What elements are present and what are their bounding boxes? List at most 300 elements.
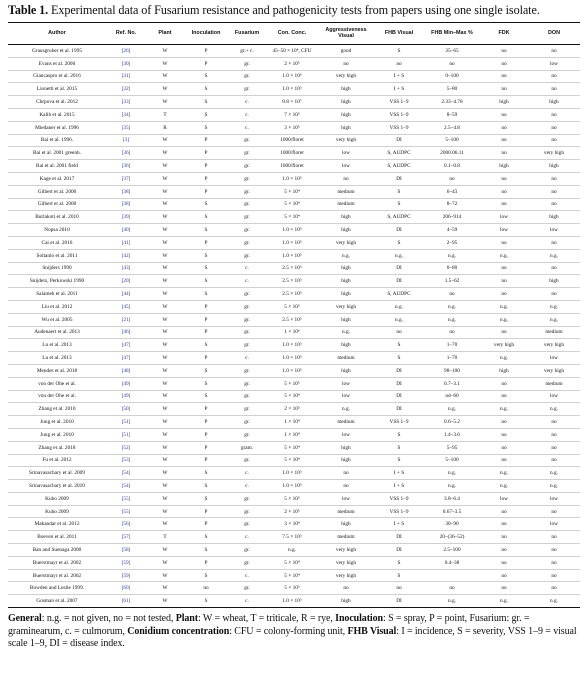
- cell-inoculation: P: [184, 160, 228, 173]
- cell-fdk: no: [480, 326, 528, 339]
- table-row: [8, 288, 580, 301]
- cell-con-conc: 1.0 × 10⁵: [266, 83, 318, 96]
- cell-fdk: n.g.: [480, 480, 528, 493]
- table-row: [8, 454, 580, 467]
- cell-inoculation: P: [184, 505, 228, 518]
- cell-author: Gilbert et al. 2000: [8, 185, 106, 198]
- cell-inoculation: P: [184, 518, 228, 531]
- cell-fhb-minmax: 5–100: [424, 134, 480, 147]
- cell-don: low: [528, 492, 580, 505]
- cell-author: Lionetti et al. 2015: [8, 83, 106, 96]
- cell-fhb-visual: S, AUDPC: [374, 211, 424, 224]
- cell-fhb-minmax: n.g.: [424, 300, 480, 313]
- cell-inoculation: S: [184, 544, 228, 557]
- cell-aggressiveness: very high: [318, 544, 374, 557]
- cell-fdk: no: [480, 377, 528, 390]
- cell-ref: [32]: [106, 83, 146, 96]
- cell-aggressiveness: no: [318, 582, 374, 595]
- table-footnote: [8, 613, 580, 651]
- cell-fusarium: gr.: [228, 211, 266, 224]
- cell-plant: W: [146, 160, 184, 173]
- cell-author: Audenaert et al. 2013: [8, 326, 106, 339]
- cell-don: no: [528, 505, 580, 518]
- cell-inoculation: S: [184, 595, 228, 608]
- cell-ref: [38]: [106, 185, 146, 198]
- cell-ref: [53]: [106, 454, 146, 467]
- cell-ref: [43]: [106, 262, 146, 275]
- cell-ref: [3]: [106, 134, 146, 147]
- cell-don: n.g.: [528, 467, 580, 480]
- cell-fhb-visual: S: [374, 198, 424, 211]
- cell-ref: [49]: [106, 390, 146, 403]
- cell-fdk: n.g.: [480, 595, 528, 608]
- cell-don: no: [528, 544, 580, 557]
- cell-author: Makandar et al. 2012: [8, 518, 106, 531]
- cell-don: no: [528, 416, 580, 429]
- table-row: [8, 339, 580, 352]
- cell-plant: W: [146, 313, 184, 326]
- cell-fdk: no: [480, 582, 528, 595]
- cell-ref: [36]: [106, 147, 146, 160]
- table-row: [8, 326, 580, 339]
- cell-fhb-visual: DI: [374, 134, 424, 147]
- table-row: [8, 249, 580, 262]
- cell-fusarium: gr.: [228, 326, 266, 339]
- cell-inoculation: P: [184, 236, 228, 249]
- cell-ref: [52]: [106, 441, 146, 454]
- cell-author: Wu et al. 2005: [8, 313, 106, 326]
- table-caption: [8, 3, 580, 17]
- cell-ref: [60]: [106, 582, 146, 595]
- table-row: [8, 403, 580, 416]
- cell-con-conc: 1.0 × 10⁵: [266, 352, 318, 365]
- cell-plant: W: [146, 236, 184, 249]
- table-row: [8, 262, 580, 275]
- cell-fusarium: gr.: [228, 556, 266, 569]
- cell-con-conc: 5 × 10⁴: [266, 198, 318, 211]
- cell-fhb-minmax: 0–100: [424, 70, 480, 83]
- cell-don: no: [528, 236, 580, 249]
- cell-con-conc: 7 × 10⁵: [266, 108, 318, 121]
- cell-fhb-visual: n.g.: [374, 313, 424, 326]
- cell-fhb-visual: S: [374, 45, 424, 58]
- cell-fhb-visual: VSS 1–9: [374, 505, 424, 518]
- cell-fhb-minmax: n.g.: [424, 313, 480, 326]
- col-header-con-conc: Con. Conc.: [266, 23, 318, 45]
- cell-fhb-visual: S: [374, 352, 424, 365]
- cell-inoculation: S: [184, 262, 228, 275]
- cell-con-conc: 2.5 × 10⁵: [266, 262, 318, 275]
- cell-fdk: no: [480, 288, 528, 301]
- cell-con-conc: 5 × 10⁵: [266, 300, 318, 313]
- cell-don: n.g.: [528, 249, 580, 262]
- cell-fusarium: gr.: [228, 518, 266, 531]
- cell-con-conc: 1.0 × 10⁵: [266, 236, 318, 249]
- cell-aggressiveness: high: [318, 288, 374, 301]
- cell-fhb-visual: VSS 1–9: [374, 108, 424, 121]
- cell-fdk: no: [480, 275, 528, 288]
- cell-author: Bowden and Leslie 1999.: [8, 582, 106, 595]
- cell-don: medium: [528, 377, 580, 390]
- cell-plant: W: [146, 518, 184, 531]
- table-row: [8, 582, 580, 595]
- cell-fhb-minmax: 2.5–100: [424, 544, 480, 557]
- cell-inoculation: P: [184, 403, 228, 416]
- cell-fusarium: gram.: [228, 441, 266, 454]
- cell-fusarium: c.: [228, 352, 266, 365]
- cell-con-conc: 2 × 10⁵: [266, 403, 318, 416]
- table-row: [8, 377, 580, 390]
- table-row: [8, 544, 580, 557]
- cell-don: n.g.: [528, 480, 580, 493]
- cell-fhb-minmax: n.g.: [424, 249, 480, 262]
- table-row: [8, 416, 580, 429]
- cell-fhb-minmax: n.g.: [424, 467, 480, 480]
- cell-fusarium: gr.: [228, 313, 266, 326]
- cell-fdk: low: [480, 211, 528, 224]
- cell-aggressiveness: high: [318, 83, 374, 96]
- cell-don: very high: [528, 147, 580, 160]
- cell-fhb-visual: no: [374, 326, 424, 339]
- cell-don: no: [528, 454, 580, 467]
- cell-aggressiveness: low: [318, 492, 374, 505]
- cell-ref: [36]: [106, 160, 146, 173]
- cell-don: low: [528, 352, 580, 365]
- cell-author: Zhang et al. 2018: [8, 441, 106, 454]
- cell-author: Snijders 1990: [8, 262, 106, 275]
- cell-author: Bai et al. 2001 greenh.: [8, 147, 106, 160]
- cell-con-conc: 2.5 × 10⁵: [266, 275, 318, 288]
- cell-fusarium: c.: [228, 96, 266, 109]
- cell-con-conc: 3 × 10⁴: [266, 518, 318, 531]
- note-inoculation-text: : S = spray, P = point, Fusarium: gr. = graminearum, c. = culmorum,: [8, 613, 530, 637]
- cell-con-conc: 1.0 × 10⁵: [266, 172, 318, 185]
- cell-ref: [39]: [106, 211, 146, 224]
- cell-ref: [44]: [106, 288, 146, 301]
- cell-ref: [50]: [106, 403, 146, 416]
- cell-fdk: n.g.: [480, 300, 528, 313]
- cell-aggressiveness: high: [318, 211, 374, 224]
- table-row: [8, 121, 580, 134]
- cell-author: Giancaspro et al. 2016: [8, 70, 106, 83]
- cell-fusarium: gr.: [228, 339, 266, 352]
- cell-con-conc: 0.8 × 10⁷: [266, 96, 318, 109]
- cell-fusarium: gr.: [228, 172, 266, 185]
- cell-fdk: n.g.: [480, 249, 528, 262]
- cell-author: Kubo 2009: [8, 505, 106, 518]
- cell-aggressiveness: high: [318, 364, 374, 377]
- cell-con-conc: 1.0 × 10⁵: [266, 595, 318, 608]
- cell-ref: [57]: [106, 531, 146, 544]
- cell-inoculation: P: [184, 300, 228, 313]
- cell-fdk: no: [480, 198, 528, 211]
- cell-fhb-minmax: 206–914: [424, 211, 480, 224]
- table-body: [8, 45, 580, 608]
- cell-fhb-visual: no: [374, 57, 424, 70]
- cell-fdk: high: [480, 96, 528, 109]
- table-row: [8, 236, 580, 249]
- cell-plant: T: [146, 531, 184, 544]
- cell-fhb-minmax: 2000.06.11: [424, 147, 480, 160]
- cell-don: low: [528, 224, 580, 237]
- table-row: [8, 70, 580, 83]
- cell-ref: [33]: [106, 96, 146, 109]
- cell-plant: W: [146, 57, 184, 70]
- cell-fdk: n.g.: [480, 403, 528, 416]
- cell-fhb-minmax: 3.8–6.4: [424, 492, 480, 505]
- cell-aggressiveness: low: [318, 390, 374, 403]
- cell-con-conc: 1.0 × 10⁵: [266, 364, 318, 377]
- cell-fdk: no: [480, 569, 528, 582]
- cell-author: Kage et al. 2017: [8, 172, 106, 185]
- cell-inoculation: P: [184, 352, 228, 365]
- cell-inoculation: P: [184, 416, 228, 429]
- cell-author: von der Ohe et al.: [8, 390, 106, 403]
- cell-ref: [54]: [106, 480, 146, 493]
- cell-inoculation: S: [184, 467, 228, 480]
- cell-don: no: [528, 441, 580, 454]
- cell-plant: W: [146, 390, 184, 403]
- cell-fdk: no: [480, 172, 528, 185]
- table-row: [8, 224, 580, 237]
- cell-con-conc: 5 × 10⁴: [266, 556, 318, 569]
- cell-inoculation: S: [184, 96, 228, 109]
- cell-plant: R: [146, 121, 184, 134]
- cell-fhb-minmax: no: [424, 326, 480, 339]
- cell-plant: W: [146, 70, 184, 83]
- cell-fdk: high: [480, 160, 528, 173]
- cell-inoculation: P: [184, 185, 228, 198]
- cell-author: Kubo 2009: [8, 492, 106, 505]
- cell-fhb-minmax: 5–80: [424, 83, 480, 96]
- cell-inoculation: S: [184, 364, 228, 377]
- col-header-ref: Ref. No.: [106, 23, 146, 45]
- cell-author: Ban and Suenaga 2000: [8, 544, 106, 557]
- cell-fhb-minmax: 1–70: [424, 352, 480, 365]
- cell-fhb-visual: VSS 1–9: [374, 492, 424, 505]
- cell-author: Salameh et al. 2011: [8, 288, 106, 301]
- note-general-label: General: [8, 613, 42, 625]
- table-row: [8, 185, 580, 198]
- note-fhb-label: FHB Visual: [347, 625, 397, 637]
- cell-plant: W: [146, 352, 184, 365]
- cell-fhb-visual: DI: [374, 544, 424, 557]
- cell-con-conc: 1.0 × 10⁵: [266, 249, 318, 262]
- cell-author: Boeven et al. 2011: [8, 531, 106, 544]
- cell-don: no: [528, 172, 580, 185]
- cell-fhb-visual: n.g.: [374, 249, 424, 262]
- cell-fusarium: gr.: [228, 364, 266, 377]
- cell-don: n.g.: [528, 595, 580, 608]
- cell-con-conc: 2 × 10⁵: [266, 505, 318, 518]
- cell-fusarium: gr.: [228, 83, 266, 96]
- table-row: [8, 569, 580, 582]
- cell-fhb-minmax: n.g.: [424, 403, 480, 416]
- cell-con-conc: 1.0 × 10⁵: [266, 224, 318, 237]
- cell-fdk: no: [480, 544, 528, 557]
- cell-con-conc: 5 × 10⁴: [266, 390, 318, 403]
- col-header-don: DON: [528, 23, 580, 45]
- cell-fdk: no: [480, 83, 528, 96]
- cell-don: no: [528, 70, 580, 83]
- cell-plant: W: [146, 582, 184, 595]
- cell-fusarium: gr.: [228, 224, 266, 237]
- cell-aggressiveness: high: [318, 275, 374, 288]
- cell-plant: W: [146, 300, 184, 313]
- cell-ref: [51]: [106, 416, 146, 429]
- cell-author: von der Ohe et al.: [8, 377, 106, 390]
- cell-fhb-visual: VSS 1–9: [374, 416, 424, 429]
- cell-con-conc: n.g.: [266, 544, 318, 557]
- cell-fhb-visual: S: [374, 556, 424, 569]
- cell-aggressiveness: medium: [318, 198, 374, 211]
- cell-fhb-visual: DI: [374, 275, 424, 288]
- cell-author: Jung et al. 2010: [8, 428, 106, 441]
- cell-fhb-visual: VSS 1–9: [374, 96, 424, 109]
- cell-inoculation: P: [184, 134, 228, 147]
- cell-fusarium: c.: [228, 480, 266, 493]
- cell-fhb-minmax: 30–90: [424, 518, 480, 531]
- cell-plant: W: [146, 454, 184, 467]
- cell-con-conc: 1 × 10⁴: [266, 428, 318, 441]
- cell-ref: [47]: [106, 352, 146, 365]
- note-general-text: : n.g. = not given, no = not tested,: [41, 613, 176, 625]
- cell-con-conc: 5 × 10⁵: [266, 377, 318, 390]
- cell-inoculation: P: [184, 57, 228, 70]
- cell-fusarium: gr.+ c.: [228, 45, 266, 58]
- cell-aggressiveness: medium: [318, 505, 374, 518]
- cell-fhb-visual: S: [374, 185, 424, 198]
- cell-fdk: no: [480, 70, 528, 83]
- cell-fhb-visual: no: [374, 582, 424, 595]
- cell-plant: W: [146, 339, 184, 352]
- cell-fhb-minmax: 4–59: [424, 224, 480, 237]
- cell-aggressiveness: n.g.: [318, 249, 374, 262]
- cell-fhb-minmax: 35–65: [424, 45, 480, 58]
- cell-fhb-minmax: 0.4–38: [424, 556, 480, 569]
- col-header-plant: Plant: [146, 23, 184, 45]
- cell-fdk: n.g.: [480, 313, 528, 326]
- cell-don: low: [528, 390, 580, 403]
- cell-don: no: [528, 569, 580, 582]
- cell-aggressiveness: high: [318, 313, 374, 326]
- cell-don: medium: [528, 326, 580, 339]
- cell-fhb-visual: S: [374, 569, 424, 582]
- cell-con-conc: 1 × 10⁶: [266, 326, 318, 339]
- col-header-author: Author: [8, 23, 106, 45]
- cell-aggressiveness: high: [318, 121, 374, 134]
- cell-aggressiveness: medium: [318, 531, 374, 544]
- cell-aggressiveness: very high: [318, 569, 374, 582]
- cell-ref: [38]: [106, 198, 146, 211]
- table-row: [8, 45, 580, 58]
- cell-fhb-visual: S: [374, 339, 424, 352]
- cell-aggressiveness: no: [318, 172, 374, 185]
- cell-inoculation: P: [184, 556, 228, 569]
- table-row: [8, 57, 580, 70]
- cell-con-conc: 1 × 10⁴: [266, 416, 318, 429]
- cell-fhb-visual: DI: [374, 364, 424, 377]
- cell-con-conc: 1.0 × 10⁵: [266, 467, 318, 480]
- cell-aggressiveness: medium: [318, 416, 374, 429]
- cell-plant: W: [146, 492, 184, 505]
- cell-fhb-minmax: 1.5–62: [424, 275, 480, 288]
- cell-aggressiveness: high: [318, 441, 374, 454]
- cell-fusarium: gr.: [228, 428, 266, 441]
- cell-inoculation: S: [184, 108, 228, 121]
- cell-author: Zhang et al. 2010: [8, 403, 106, 416]
- cell-fdk: high: [480, 364, 528, 377]
- cell-fusarium: gr.: [228, 198, 266, 211]
- cell-aggressiveness: high: [318, 339, 374, 352]
- cell-author: Chrpova et al. 2012: [8, 96, 106, 109]
- cell-aggressiveness: very high: [318, 556, 374, 569]
- cell-fhb-minmax: 0.7–3.1: [424, 377, 480, 390]
- cell-con-conc: 1.0 × 10⁵: [266, 480, 318, 493]
- cell-con-conc: 45–50 × 10⁴, CFU: [266, 45, 318, 58]
- table-row: [8, 505, 580, 518]
- table-row: [8, 198, 580, 211]
- cell-plant: W: [146, 275, 184, 288]
- cell-plant: W: [146, 569, 184, 582]
- table-row: [8, 531, 580, 544]
- cell-fhb-minmax: 2.5–4.8: [424, 121, 480, 134]
- cell-fhb-visual: DI: [374, 403, 424, 416]
- cell-aggressiveness: very high: [318, 134, 374, 147]
- cell-ref: [40]: [106, 224, 146, 237]
- cell-author: Srinavasachary et al. 2009: [8, 467, 106, 480]
- cell-author: Evans et al. 2000: [8, 57, 106, 70]
- cell-don: no: [528, 428, 580, 441]
- cell-fhb-minmax: 8–72: [424, 198, 480, 211]
- cell-fhb-minmax: nd–60: [424, 390, 480, 403]
- cell-author: Soltanlo et al. 2011: [8, 249, 106, 262]
- cell-ref: [54]: [106, 467, 146, 480]
- cell-author: Lu et al. 2013: [8, 339, 106, 352]
- cell-plant: W: [146, 147, 184, 160]
- cell-author: Buerstmayr et al. 2002: [8, 569, 106, 582]
- cell-fdk: no: [480, 185, 528, 198]
- cell-aggressiveness: very high: [318, 70, 374, 83]
- table-row: [8, 390, 580, 403]
- cell-fdk: no: [480, 518, 528, 531]
- cell-aggressiveness: medium: [318, 185, 374, 198]
- cell-fhb-visual: VSS 1–9: [374, 121, 424, 134]
- cell-plant: W: [146, 96, 184, 109]
- cell-author: Fu et al. 2012: [8, 454, 106, 467]
- cell-plant: W: [146, 198, 184, 211]
- cell-ref: [20]: [106, 275, 146, 288]
- cell-ref: [55]: [106, 505, 146, 518]
- cell-inoculation: P: [184, 313, 228, 326]
- cell-con-conc: 1.0 × 10⁵: [266, 339, 318, 352]
- cell-aggressiveness: high: [318, 595, 374, 608]
- cell-fusarium: c.: [228, 595, 266, 608]
- cell-fdk: n.g.: [480, 467, 528, 480]
- cell-fusarium: gr.: [228, 390, 266, 403]
- cell-fusarium: gr.: [228, 249, 266, 262]
- cell-fhb-visual: I + S: [374, 467, 424, 480]
- document-page: [8, 3, 580, 651]
- note-plant-label: Plant: [175, 613, 198, 625]
- table-row: [8, 480, 580, 493]
- table-row: [8, 595, 580, 608]
- cell-fdk: no: [480, 416, 528, 429]
- cell-author: Bai et al. 2001 field: [8, 160, 106, 173]
- cell-inoculation: S: [184, 83, 228, 96]
- cell-don: no: [528, 198, 580, 211]
- cell-fhb-minmax: 0.67–3.5: [424, 505, 480, 518]
